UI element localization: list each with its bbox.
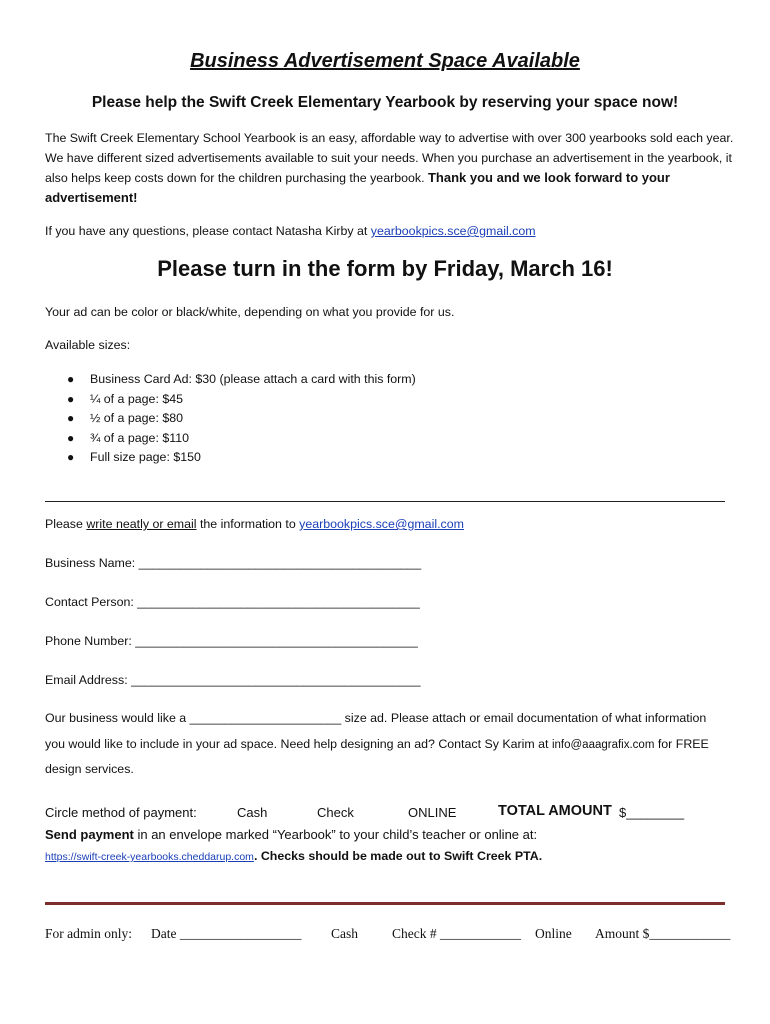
size-item bbox=[45, 370, 416, 390]
size-item-label: ¾ of a page: $110 bbox=[90, 430, 189, 445]
size-item-label: Full size page: $150 bbox=[90, 450, 201, 464]
payment-option-online[interactable]: ONLINE bbox=[408, 805, 457, 820]
payment-method-label: Circle method of payment: bbox=[45, 805, 197, 820]
ad-help-line bbox=[45, 737, 709, 751]
payment-option-check[interactable]: Check bbox=[317, 805, 354, 820]
admin-label: For admin only: bbox=[45, 926, 132, 941]
admin-amount-field[interactable]: Amount $____________ bbox=[595, 926, 731, 941]
page-title: Business Advertisement Space Available bbox=[190, 50, 580, 72]
checks-note: . Checks should be made out to Swift Creek PTA. bbox=[253, 849, 543, 863]
bullet-icon: ● bbox=[67, 391, 75, 406]
send-payment-line bbox=[45, 827, 537, 842]
color-note: Your ad can be color or black/white, depending on what you provide for us. bbox=[45, 305, 455, 319]
instructions-middle: the information to bbox=[196, 517, 300, 531]
ad-size-line: Our business would like a ______________________ size ad. Please attach or email documentation of what information bbox=[45, 711, 707, 725]
sizes-heading: Available sizes: bbox=[45, 338, 131, 352]
deadline-heading: Please turn in the form by Friday, March 16! bbox=[157, 256, 613, 281]
instructions-underlined: write neatly or email bbox=[86, 517, 197, 531]
payment-link[interactable]: https://swift-creek-yearbooks.cheddarup.com bbox=[45, 851, 254, 863]
send-payment-bold: Send payment bbox=[45, 827, 134, 842]
payment-link-line bbox=[45, 849, 542, 863]
admin-date-field[interactable]: Date __________________ bbox=[151, 926, 302, 941]
design-services-line: design services. bbox=[45, 762, 134, 776]
phone-number-field[interactable]: Phone Number: _________________________________________ bbox=[45, 634, 418, 648]
page-subtitle: Please help the Swift Creek Elementary Yearbook by reserving your space now! bbox=[91, 94, 679, 111]
ad-help-suffix: for FREE bbox=[654, 737, 709, 751]
bullet-icon: ● bbox=[67, 372, 75, 386]
ad-help-prefix: you would like to include in your ad space. Need help designing an ad? Contact Sy Karim at bbox=[45, 737, 552, 751]
total-amount-label: TOTAL AMOUNT bbox=[498, 803, 612, 819]
size-item bbox=[45, 390, 416, 410]
contact-email-link[interactable]: yearbookpics.sce@gmail.com bbox=[370, 224, 536, 238]
send-payment-rest: in an envelope marked “Yearbook” to your child’s teacher or online at: bbox=[133, 827, 538, 842]
intro-text: The Swift Creek Elementary School Yearbook is an easy, affordable way to advertise with over 300 yearbooks sold each year. We have different sized advertisements available to suit your needs. When you purchase an advertisement in the yearbook, it also helps keep costs down for the children purchasing the yearbook. bbox=[45, 131, 734, 185]
admin-cash: Cash bbox=[331, 926, 358, 941]
admin-online: Online bbox=[535, 926, 572, 941]
intro-paragraph bbox=[45, 128, 735, 208]
sizes-list bbox=[45, 370, 416, 468]
size-item bbox=[45, 448, 416, 468]
bullet-icon: ● bbox=[67, 411, 75, 425]
instructions-prefix: Please bbox=[45, 517, 87, 531]
contact-line bbox=[45, 224, 536, 238]
contact-person-field[interactable]: Contact Person: _________________________________________ bbox=[45, 595, 420, 609]
section-divider bbox=[45, 501, 725, 502]
size-item-label: ¼ of a page: $45 bbox=[90, 391, 184, 406]
admin-divider bbox=[45, 902, 725, 905]
size-item bbox=[45, 409, 416, 429]
contact-prefix: If you have any questions, please contact Natasha Kirby at bbox=[45, 224, 371, 238]
business-name-field[interactable]: Business Name: _________________________________________ bbox=[45, 556, 422, 570]
bullet-icon: ● bbox=[67, 450, 75, 464]
instructions-email-link[interactable]: yearbookpics.sce@gmail.com bbox=[299, 517, 464, 531]
admin-check-field[interactable]: Check # ____________ bbox=[392, 926, 521, 941]
size-item-label: ½ of a page: $80 bbox=[90, 411, 184, 425]
bullet-icon: ● bbox=[67, 430, 75, 445]
total-amount-field[interactable]: $________ bbox=[619, 805, 685, 820]
designer-email: info@aaagrafix.com bbox=[551, 739, 655, 751]
instructions-line bbox=[45, 517, 464, 531]
size-item bbox=[45, 429, 416, 449]
payment-option-cash[interactable]: Cash bbox=[237, 805, 268, 820]
email-address-field[interactable]: Email Address: __________________________________________ bbox=[45, 673, 421, 687]
intro-thanks: Thank you and we look forward to your advertisement! bbox=[45, 170, 670, 205]
size-item-label: Business Card Ad: $30 (please attach a card with this form) bbox=[90, 372, 416, 386]
